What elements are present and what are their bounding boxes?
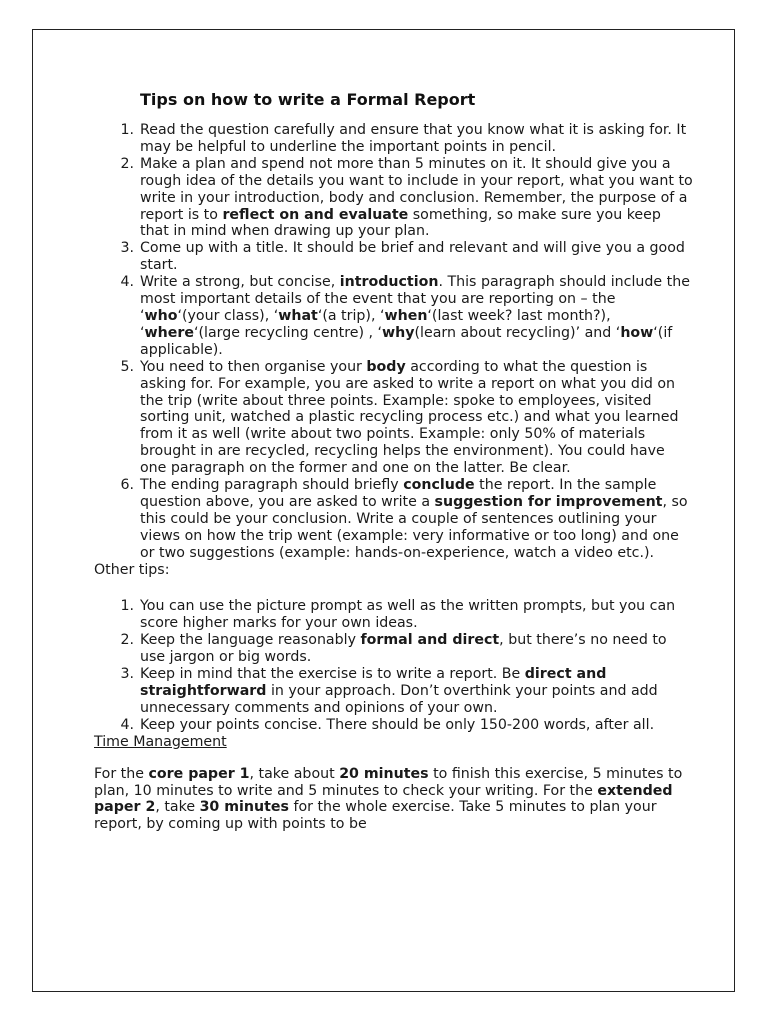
text-run: , take [155, 799, 200, 816]
list-item [94, 632, 694, 666]
list-item-number: 4. [120, 274, 134, 291]
text-run: , but there’s no need to use jargon or big words. [140, 632, 667, 666]
text-run: The ending paragraph should briefly [140, 477, 404, 494]
bold-text: direct and straightforward [140, 666, 607, 699]
spacer [94, 578, 694, 598]
bold-text: reflect on and evaluate [222, 206, 409, 223]
text-run: Keep the language reasonably [140, 632, 361, 649]
time-management-heading-text: Time Management [94, 733, 227, 750]
bold-text: core paper 1 [148, 765, 250, 782]
bold-text: when [384, 307, 428, 324]
list-item-number: 3. [120, 666, 134, 683]
document-title: Tips on how to write a Formal Report [140, 90, 476, 109]
list-item-number: 6. [120, 477, 134, 494]
text-run: Keep your points concise. There should be only 150-200 words, after all. [140, 716, 655, 733]
text-run: . This paragraph should include the most important details of the event that you are reporting on – the ‘ [140, 274, 690, 324]
text-run: Write a strong, but concise, [140, 274, 340, 291]
bold-text: 20 minutes [339, 765, 429, 782]
list-item [94, 359, 694, 477]
text-run: ‘(last week? last month?), ‘ [140, 307, 611, 341]
bold-text: who [144, 307, 178, 324]
text-run: in your approach. Don’t overthink your points and add unnecessary comments and opinions of your own. [140, 683, 658, 716]
list-item [94, 274, 694, 359]
list-item-number: 2. [120, 155, 134, 172]
list-item [94, 598, 694, 632]
text-run: Make a plan and spend not more than 5 minutes on it. It should give you a rough idea of the details you want to include in your report, what you want to write in your introduction, body and conclusion. Remember, the purpose of a report is to [140, 155, 693, 223]
list-item [94, 477, 694, 562]
list-item-number: 1. [120, 122, 134, 138]
text-run: ‘(a trip), ‘ [317, 307, 385, 324]
text-run: Read the question carefully and ensure that you know what it is asking for. It may be helpful to underline the important points in pencil. [140, 122, 687, 155]
spacer [94, 751, 694, 766]
bold-text: suggestion for improvement [434, 493, 663, 510]
bold-text: extended paper 2 [94, 782, 673, 816]
text-run: the report. In the sample question above, you are asked to write a [140, 477, 657, 510]
list-item [94, 156, 694, 241]
list-item [94, 240, 694, 274]
text-run: Keep in mind that the exercise is to write a report. Be [140, 666, 525, 683]
text-run: ‘(if applicable). [140, 324, 673, 358]
text-run: You can use the picture prompt as well as the written prompts, but you can score higher marks for your own ideas. [140, 598, 676, 632]
bold-text: formal and direct [360, 632, 500, 649]
text-run: ‘(your class), ‘ [177, 307, 279, 324]
bold-text: what [278, 307, 318, 324]
document-page [32, 29, 735, 992]
text-run: (learn about recycling)’ and ‘ [414, 324, 621, 341]
text-run: For the [94, 765, 149, 782]
bold-text: conclude [403, 477, 475, 494]
text-run: , take about [249, 765, 340, 782]
other-tips-list [94, 598, 694, 733]
bold-text: introduction [339, 274, 439, 291]
list-item-number: 2. [120, 632, 134, 649]
time-management-paragraph [94, 766, 694, 834]
text-run: according to what the question is asking for. For example, you are asked to write a report on what you did on the trip (write about three points. Example: spoke to employees, visited sorting unit, watched a plastic recycling process etc.) and what you learned from it as well (write about two points. Example: only 50% of materials brought in are recycled, recycling helps the environment). You could have one paragraph on the former and one on the latter. Be clear. [140, 358, 679, 477]
list-item [94, 717, 694, 734]
list-item [94, 122, 694, 156]
main-tips-list [94, 122, 694, 562]
list-item-number: 5. [120, 358, 134, 375]
bold-text: 30 minutes [199, 799, 289, 816]
bold-text: where [144, 324, 194, 341]
list-item-number: 1. [120, 598, 134, 615]
list-item-number: 3. [120, 240, 134, 257]
text-run: ‘(large recycling centre) , ‘ [193, 324, 383, 341]
text-run: something, so make sure you keep that in mind when drawing up your plan. [140, 206, 661, 240]
text-run: to finish this exercise, 5 minutes to plan, 10 minutes to write and 5 minutes to check your writing. For the [94, 765, 683, 799]
list-item-number: 4. [120, 716, 134, 733]
list-item [94, 666, 694, 717]
text-run: You need to then organise your [140, 358, 367, 375]
bold-text: why [382, 324, 415, 341]
text-run: for the whole exercise. Take 5 minutes to plan your report, by coming up with points to be [94, 799, 657, 833]
bold-text: body [366, 358, 406, 375]
document-body [94, 122, 694, 833]
bold-text: how [620, 324, 654, 341]
text-run: , so this could be your conclusion. Write a couple of sentences outlining your views on how the trip went (example: very informative or too long) and one or two suggestions (example: hands-on-experience, watch a video etc.). [140, 493, 688, 561]
other-tips-heading: Other tips: [94, 561, 170, 578]
time-management-heading [94, 734, 694, 751]
text-run: Come up with a title. It should be brief and relevant and will give you a good start. [140, 240, 685, 274]
